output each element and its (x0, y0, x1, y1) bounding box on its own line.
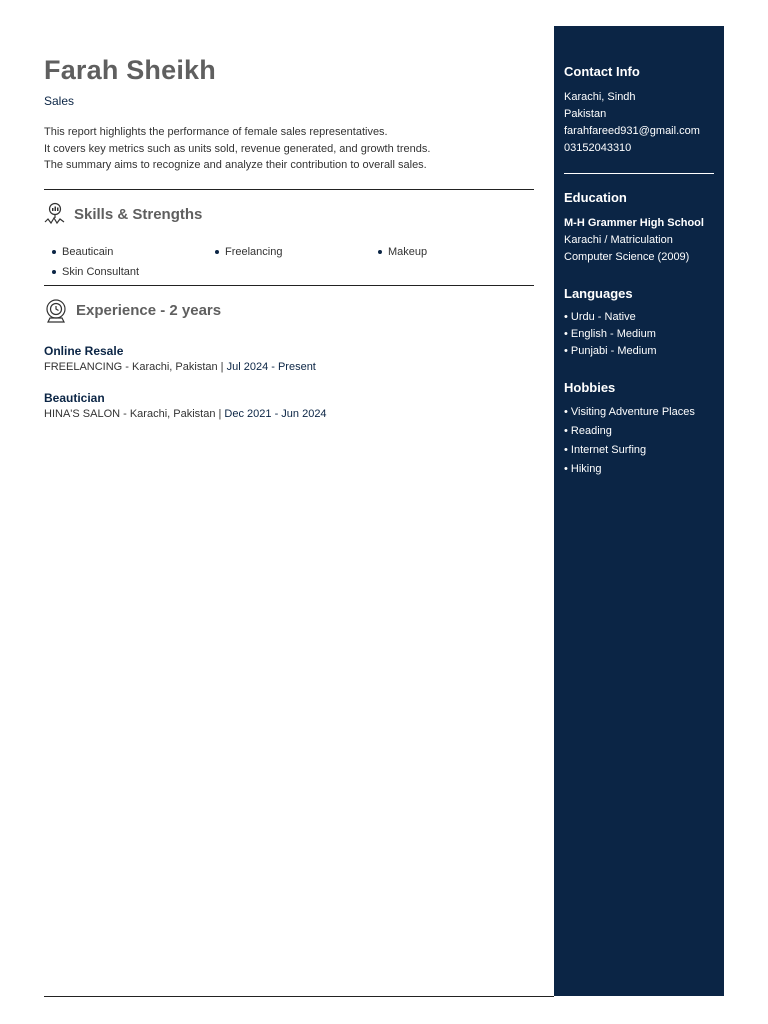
list-item (207, 242, 370, 262)
hobby-item: • Hiking (564, 463, 602, 475)
summary-line: It covers key metrics such as units sold, revenue generated, and growth trends. (44, 142, 431, 155)
skill-label: Beauticain (62, 245, 114, 258)
job-title: Beautician (44, 390, 105, 405)
skill-label: Skin Consultant (62, 265, 140, 278)
sidebar (554, 26, 724, 996)
language-item: • Punjabi - Medium (564, 345, 657, 357)
contact-email[interactable]: farahfareed931@gmail.com (564, 125, 700, 137)
divider (44, 189, 534, 190)
contact-city: Karachi, Sindh (564, 91, 636, 103)
education-field: Computer Science (2009) (564, 251, 690, 263)
language-item: • English - Medium (564, 328, 656, 340)
job-entry (44, 391, 534, 420)
contact-title: Contact Info (564, 64, 640, 79)
education-school: M-H Grammer High School (564, 217, 704, 229)
job-dates: Dec 2021 - Jun 2024 (224, 407, 327, 420)
job-line (44, 361, 534, 373)
list-item (370, 242, 533, 262)
candidate-name: Farah Sheikh (44, 55, 216, 85)
list-item (44, 262, 207, 282)
job-company: FREELANCING - Karachi, Pakistan | (44, 360, 227, 373)
summary-line: The summary aims to recognize and analyze their contribution to overall sales. (44, 159, 427, 171)
job-dates: Jul 2024 - Present (226, 360, 316, 373)
contact-country: Pakistan (564, 108, 607, 120)
skill-label: Makeup (388, 245, 428, 258)
bullet-icon (215, 250, 219, 254)
job-company: HINA'S SALON - Karachi, Pakistan | (44, 407, 225, 420)
skills-list (44, 242, 534, 282)
list-item (44, 242, 207, 262)
experience-header (44, 298, 534, 324)
contact-phone[interactable]: 03152043310 (564, 142, 632, 154)
bullet-icon (378, 250, 382, 254)
job-line (44, 408, 534, 420)
experience-title: Experience - 2 years (76, 302, 222, 319)
divider (44, 285, 534, 286)
hobby-item: • Visiting Adventure Places (564, 406, 695, 418)
bullet-icon (52, 270, 56, 274)
bullet-icon (52, 250, 56, 254)
skills-icon (44, 202, 66, 228)
skill-label: Freelancing (225, 245, 283, 258)
experience-icon (44, 298, 68, 324)
languages-title: Languages (564, 286, 633, 301)
footer-divider (44, 996, 554, 997)
job-title: Online Resale (44, 343, 124, 358)
job-entry (44, 344, 534, 373)
hobby-item: • Internet Surfing (564, 444, 647, 456)
education-detail: Karachi / Matriculation (564, 234, 673, 246)
summary (44, 124, 534, 174)
education-title: Education (564, 190, 627, 205)
candidate-role: Sales (44, 94, 75, 108)
main-column (44, 40, 534, 420)
hobbies-title: Hobbies (564, 380, 616, 395)
hobby-item: • Reading (564, 425, 612, 437)
sidebar-divider (564, 173, 714, 174)
skills-header (44, 202, 534, 228)
summary-line: This report highlights the performance of female sales representatives. (44, 126, 388, 138)
skills-title: Skills & Strengths (74, 206, 203, 223)
language-item: • Urdu - Native (564, 311, 636, 323)
